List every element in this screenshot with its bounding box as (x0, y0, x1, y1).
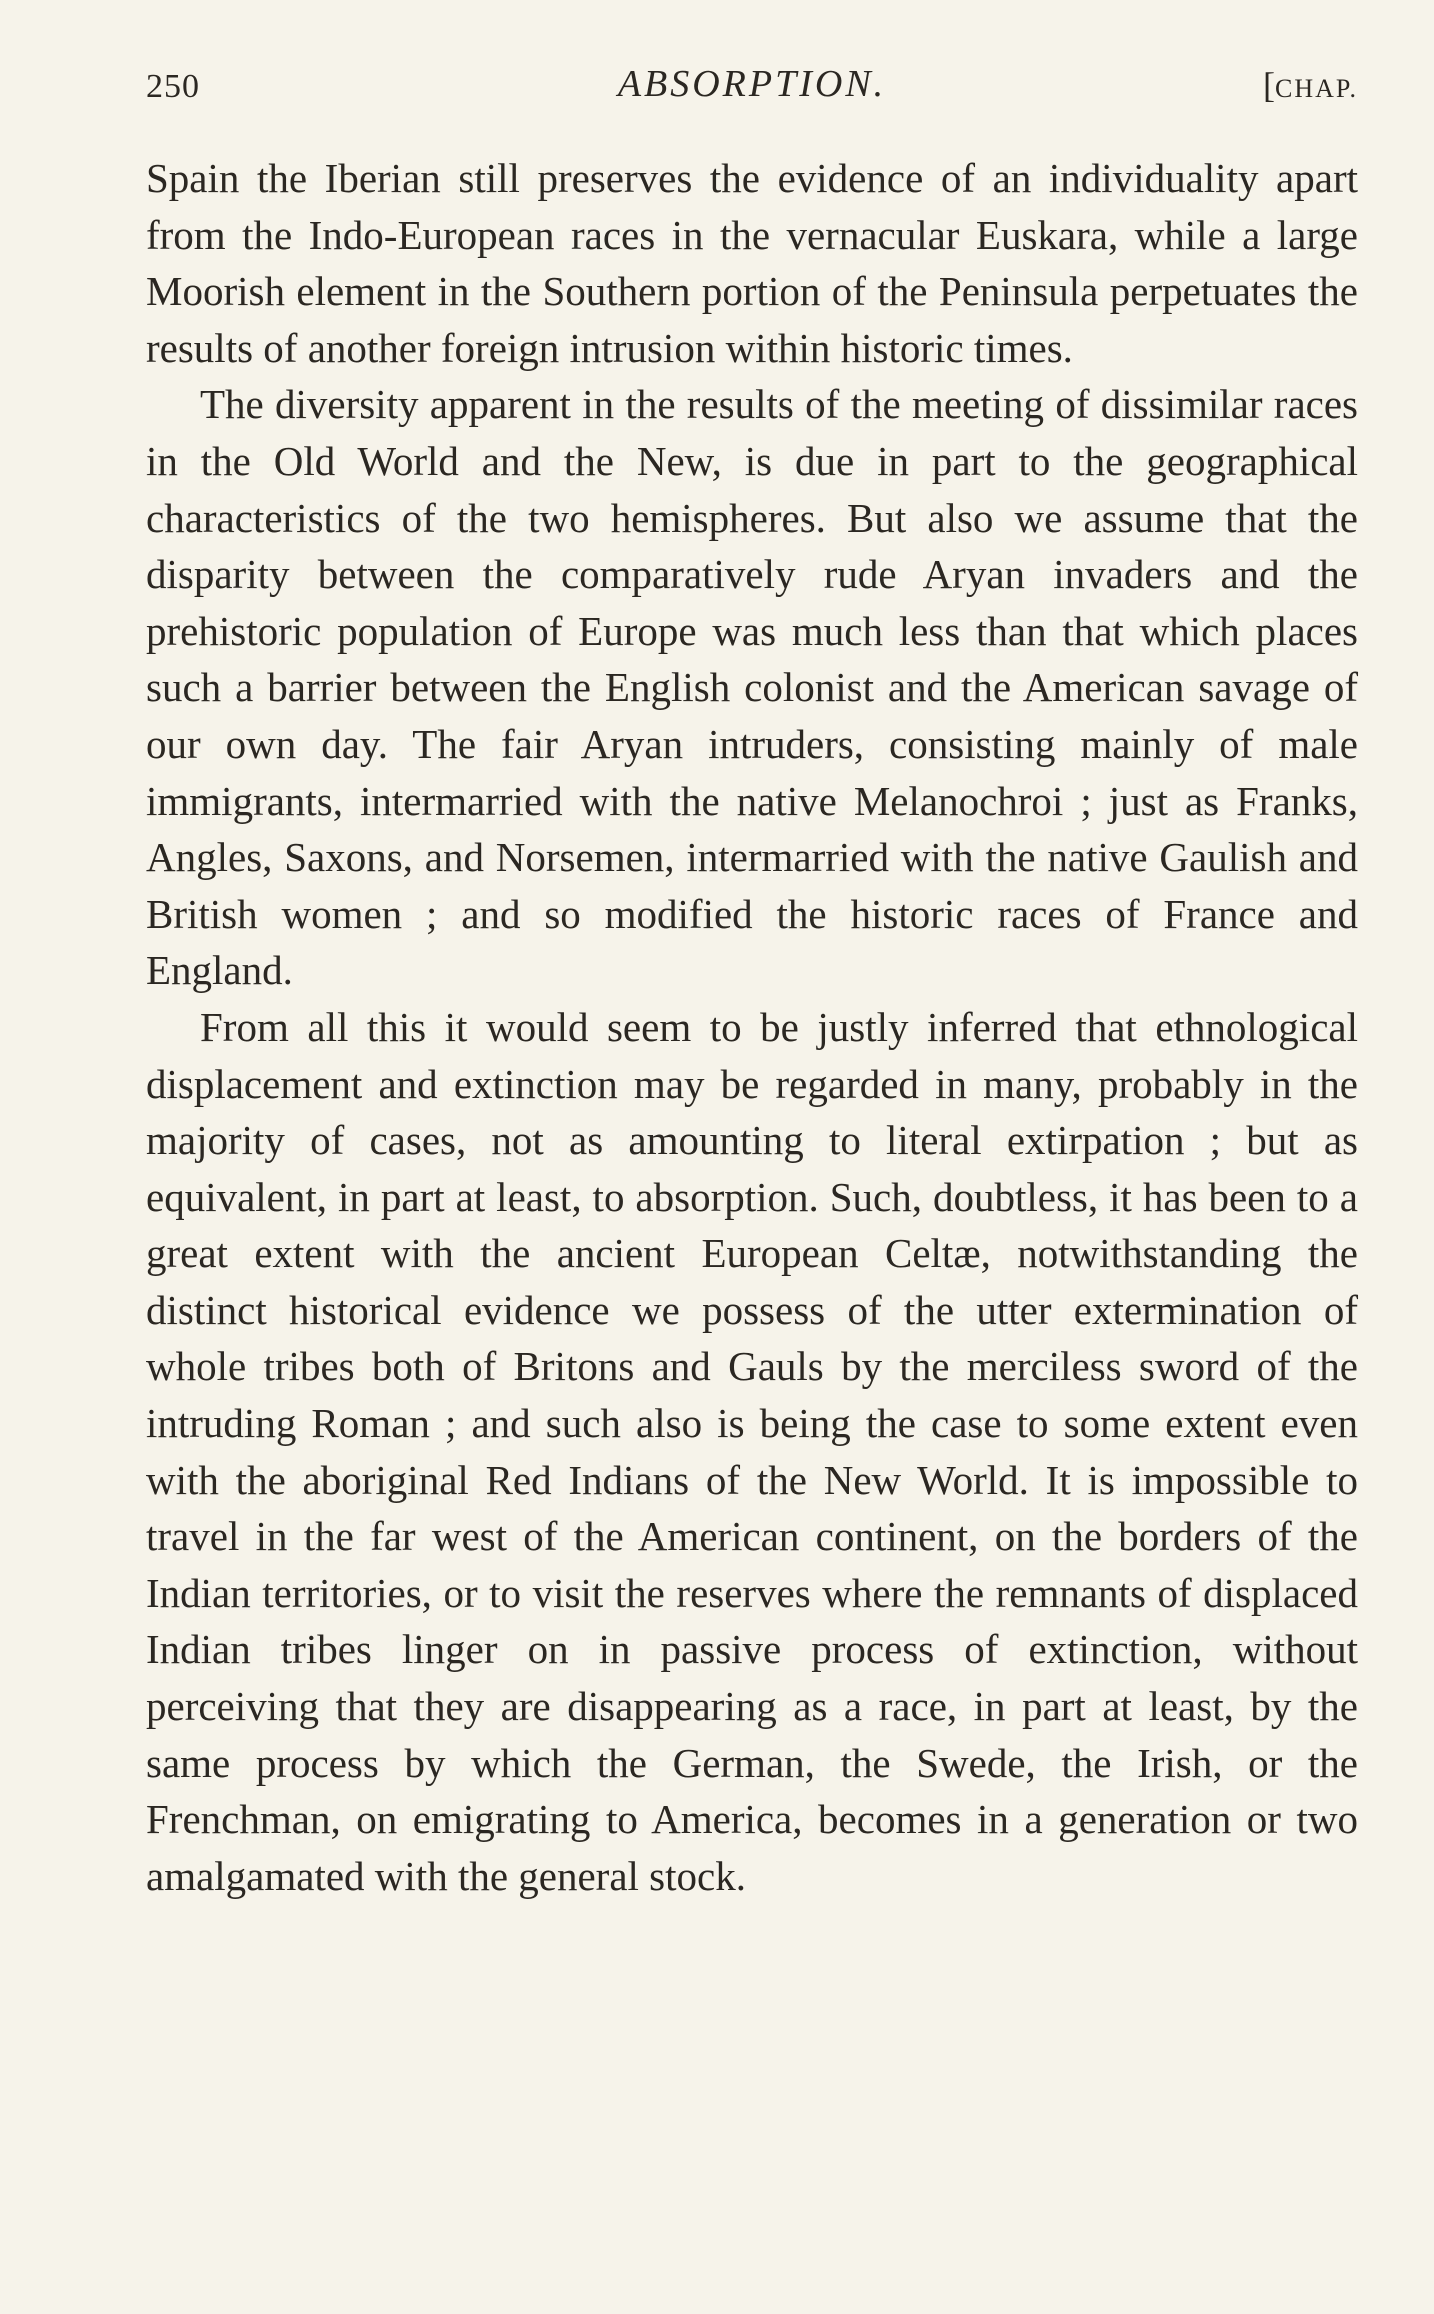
paragraph-continuation: Spain the Iberian still preserves the evidence of an individuality apart from the Indo-European races in the vernacular Euskara, while a large Moorish element in the Southern portion of the Peninsula perpetuates the results of another foreign intrusion within historic times. (146, 155, 1358, 371)
page-number: 250 (146, 68, 200, 105)
chapter-label: CHAP. (1275, 74, 1358, 103)
paragraph-absorption: From all this it would seem to be justly inferred that ethnological displacement and extinction may be regarded in many, probably in the majority of cases, not as amounting to literal extirpation ; but as equivalent, in part at least, to absorption. Such, doubtless, it has been to a great extent with the ancient European Celtæ, notwithstanding the distinct historical evidence we possess of the utter extermination of whole tribes both of Britons and Gauls by the merciless sword of the intruding Roman ; and such also is being the case to some extent even with the aboriginal Red Indians of the New World. It is impossible to travel in the far west of the American continent, on the borders of the Indian territories, or to visit the reserves where the remnants of displaced Indian tribes linger on in passive process of extinction, without perceiving that they are disappearing as a race, in part at least, by the same process by which the German, the Swede, the Irish, or the Frenchman, on emigrating to America, becomes in a generation or two amalgamated with the general stock. (146, 1003, 1358, 1899)
running-head (146, 62, 1358, 112)
running-title: ABSORPTION. (617, 63, 887, 105)
paragraph-diversity: The diversity apparent in the results of the meeting of dissimilar races in the Old World and the New, is due in part to the geographical characteristics of the two hemispheres. But also we assume that the disparity between the comparatively rude Aryan invaders and the prehistoric population of Europe was much less than that which places such a barrier between the English colonist and the American savage of our own day. The fair Aryan intruders, consisting mainly of male immigrants, intermarried with the native Melanochroi ; just as Franks, Angles, Saxons, and Norsemen, intermarried with the native Gaulish and British women ; and so modified the historic races of France and England. (146, 381, 1358, 994)
body-text (146, 150, 1358, 1904)
chapter-mark (1263, 64, 1358, 106)
chapter-bracket: [ (1263, 65, 1276, 105)
